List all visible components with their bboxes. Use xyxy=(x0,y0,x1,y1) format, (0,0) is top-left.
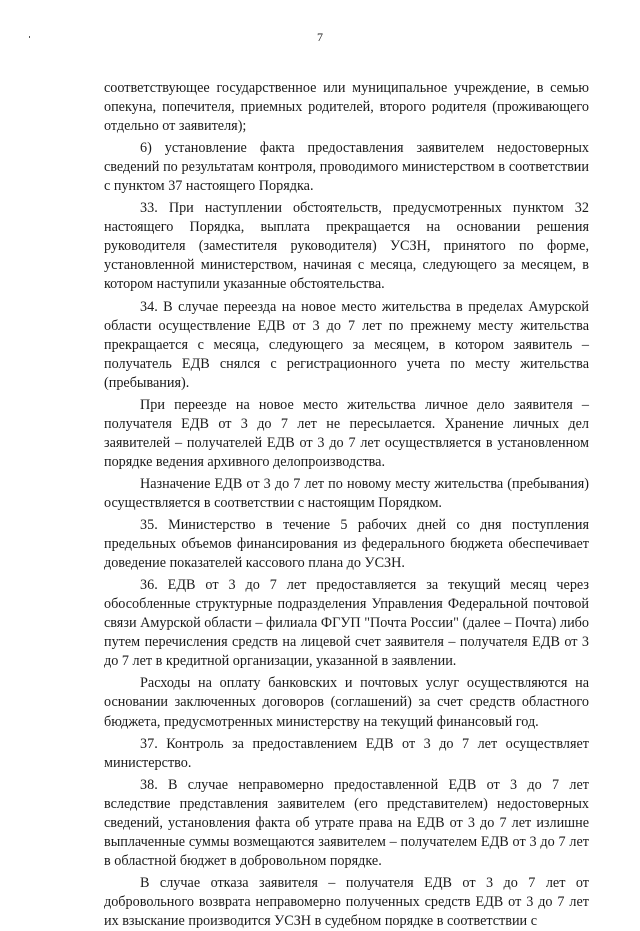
page-number: 7 xyxy=(317,30,323,44)
document-body xyxy=(104,79,589,931)
paragraph: 38. В случае неправомерно предоставленной ЕДВ от 3 до 7 лет вследствие представления заявителем (его представителем) недостоверных сведений, установления факта об утрате права на ЕДВ от 3 до 7 лет излишне выплаченные суммы возмещаются заявителем – получателем ЕДВ от 3 до 7 лет в областной бюджет в добровольном порядке. xyxy=(104,776,589,869)
paragraph: 34. В случае переезда на новое место жительства в пределах Амурской области осуществление ЕДВ от 3 до 7 лет по прежнему месту жительства прекращается с месяца, следующего за месяцем, в котором заявитель – получатель ЕДВ снялся с регистрационного учета по месту жительства (пребывания). xyxy=(104,298,589,391)
paragraph: В случае отказа заявителя – получателя ЕДВ от 3 до 7 лет от добровольного возврата неправомерно полученных средств ЕДВ от 3 до 7 лет их взыскание производится УСЗН в судебном порядке в соответствии с xyxy=(104,874,589,929)
paragraph: 36. ЕДВ от 3 до 7 лет предоставляется за текущий месяц через обособленные структурные подразделения Управления Федеральной почтовой связи Амурской области – филиала ФГУП "Почта России" (далее – Почта) либо путем перечисления средств на лицевой счет заявителя – получателя ЕДВ от 3 до 7 лет в кредитной организации, указанной в заявлении. xyxy=(104,577,589,670)
paragraph: 35. Министерство в течение 5 рабочих дней со дня поступления предельных объемов финансирования из федерального бюджета обеспечивает доведение показателей кассового плана до УСЗН. xyxy=(104,517,589,572)
paragraph: 33. При наступлении обстоятельств, предусмотренных пунктом 32 настоящего Порядка, выплата прекращается на основании решения руководителя (заместителя руководителя) УСЗН, принятого по форме, установленной министерством, начиная с месяца, следующего за месяцем, в котором наступили указанные обстоятельства. xyxy=(104,200,589,293)
paragraph: Расходы на оплату банковских и почтовых услуг осуществляются на основании заключенных договоров (соглашений) за счет средств областного бюджета, предусмотренных министерству на текущий финансовый год. xyxy=(104,675,589,730)
paragraph: При переезде на новое место жительства личное дело заявителя – получателя ЕДВ от 3 до 7 лет не пересылается. Хранение личных дел заявителей – получателей ЕДВ от 3 до 7 лет осуществляется в установленном порядке ведения архивного делопроизводства. xyxy=(104,396,589,470)
paragraph: 6) установление факта предоставления заявителем недостоверных сведений по результатам контроля, проводимого министерством в соответствии с пунктом 37 настоящего Порядка. xyxy=(104,140,589,195)
paragraph: Назначение ЕДВ от 3 до 7 лет по новому месту жительства (пребывания) осуществляется в соответствии с настоящим Порядком. xyxy=(104,475,589,511)
paragraph: 37. Контроль за предоставлением ЕДВ от 3 до 7 лет осуществляет министерство. xyxy=(104,735,589,771)
paragraph: соответствующее государственное или муниципальное учреждение, в семью опекуна, попечителя, приемных родителей, второго родителя (проживающего отдельно от заявителя); xyxy=(104,80,589,135)
